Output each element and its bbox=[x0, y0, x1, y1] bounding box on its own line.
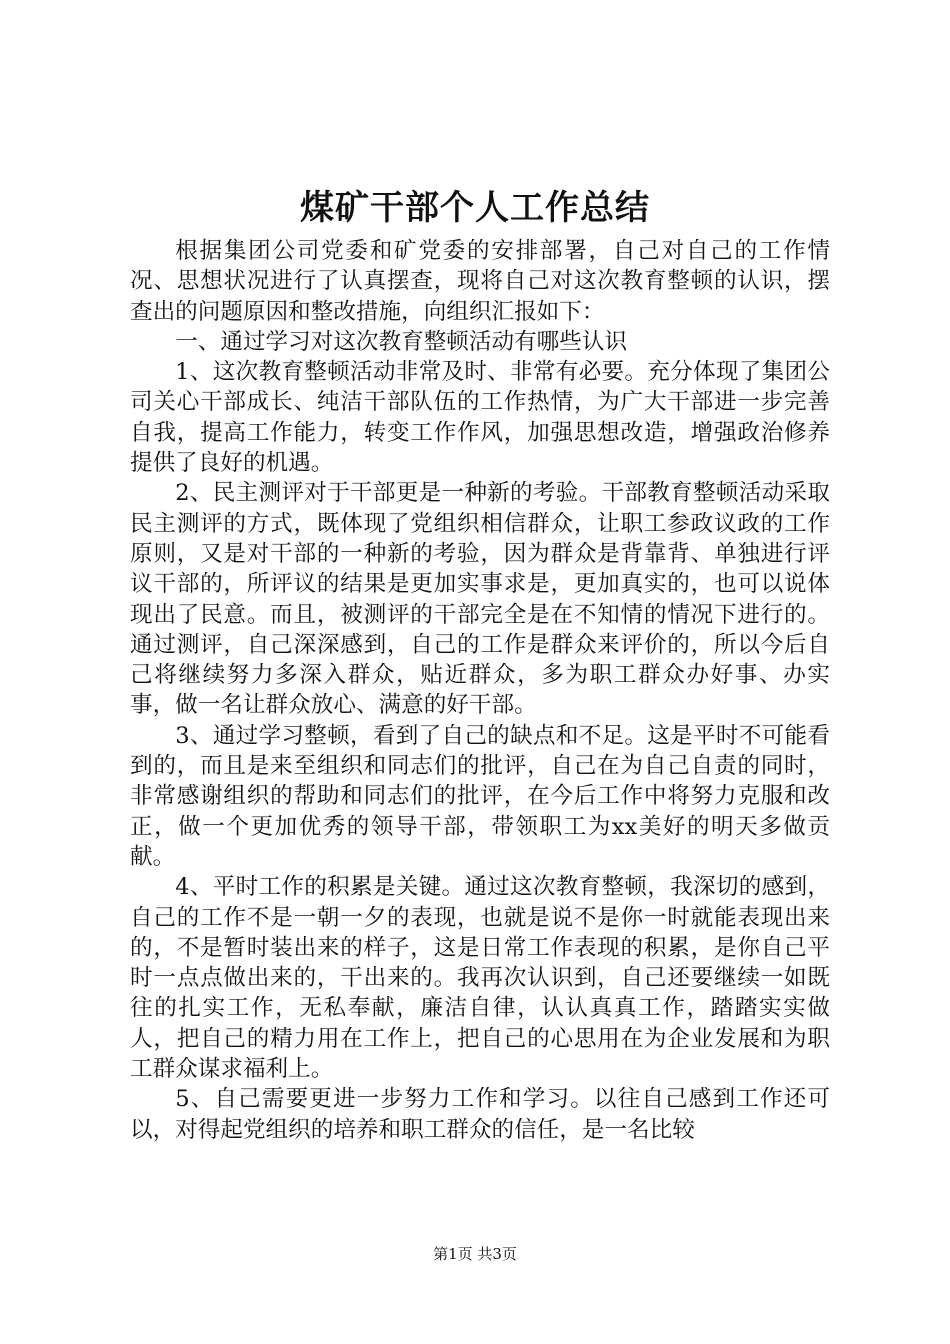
paragraph: 根据集团公司党委和矿党委的安排部署，自己对自己的工作情况、思想状况进行了认真摆查，现将自己对这次教育整顿的认识，摆查出的问题原因和整改措施，向组织汇报如下： bbox=[130, 238, 830, 325]
document-body bbox=[130, 236, 830, 1145]
paragraph: 1、这次教育整顿活动非常及时、非常有必要。充分体现了集团公司关心干部成长、纯洁干部队伍的工作热情，为广大干部进一步完善自我，提高工作能力，转变工作作风，加强思想改造，增强政治修养提供了良好的机遇。 bbox=[130, 359, 830, 477]
section-heading: 一、通过学习对这次教育整顿活动有哪些认识 bbox=[175, 328, 628, 355]
paragraph: 2、民主测评对于干部更是一种新的考验。干部教育整顿活动采取民主测评的方式，既体现了党组织相信群众，让职工参政议政的工作原则，又是对干部的一种新的考验，因为群众是背靠背、单独进行评议干部的，所评议的结果是更加实事求是，更加真实的，也可以说体现出了民意。而且，被测评的干部完全是在不知情的情况下进行的。通过测评，自己深深感到，自己的工作是群众来评价的，所以今后自己将继续努力多深入群众，贴近群众，多为职工群众办好事、办实事，做一名让群众放心、满意的好干部。 bbox=[130, 480, 830, 719]
paragraph: 5、自己需要更进一步努力工作和学习。以往自己感到工作还可以，对得起党组织的培养和职工群众的信任，是一名比较 bbox=[130, 1086, 830, 1143]
page-footer: 第1页 共3页 bbox=[433, 1245, 517, 1263]
paragraph: 3、通过学习整顿，看到了自己的缺点和不足。这是平时不可能看到的，而且是来至组织和同志们的批评，自己在为自己自责的同时，非常感谢组织的帮助和同志们的批评，在今后工作中将努力克服和改正，做一个更加优秀的领导干部，带领职工为xx美好的明天多做贡献。 bbox=[130, 722, 830, 870]
document-title: 煤矿干部个人工作总结 bbox=[300, 188, 650, 228]
paragraph: 4、平时工作的积累是关键。通过这次教育整顿，我深切的感到，自己的工作不是一朝一夕的表现，也就是说不是你一时就能表现出来的，不是暂时装出来的样子，这是日常工作表现的积累，是你自己平时一点点做出来的，干出来的。我再次认识到，自己还要继续一如既往的扎实工作，无私奉献，廉洁自律，认认真真工作，踏踏实实做人，把自己的精力用在工作上，把自己的心思用在为企业发展和为职工群众谋求福利上。 bbox=[130, 874, 830, 1083]
